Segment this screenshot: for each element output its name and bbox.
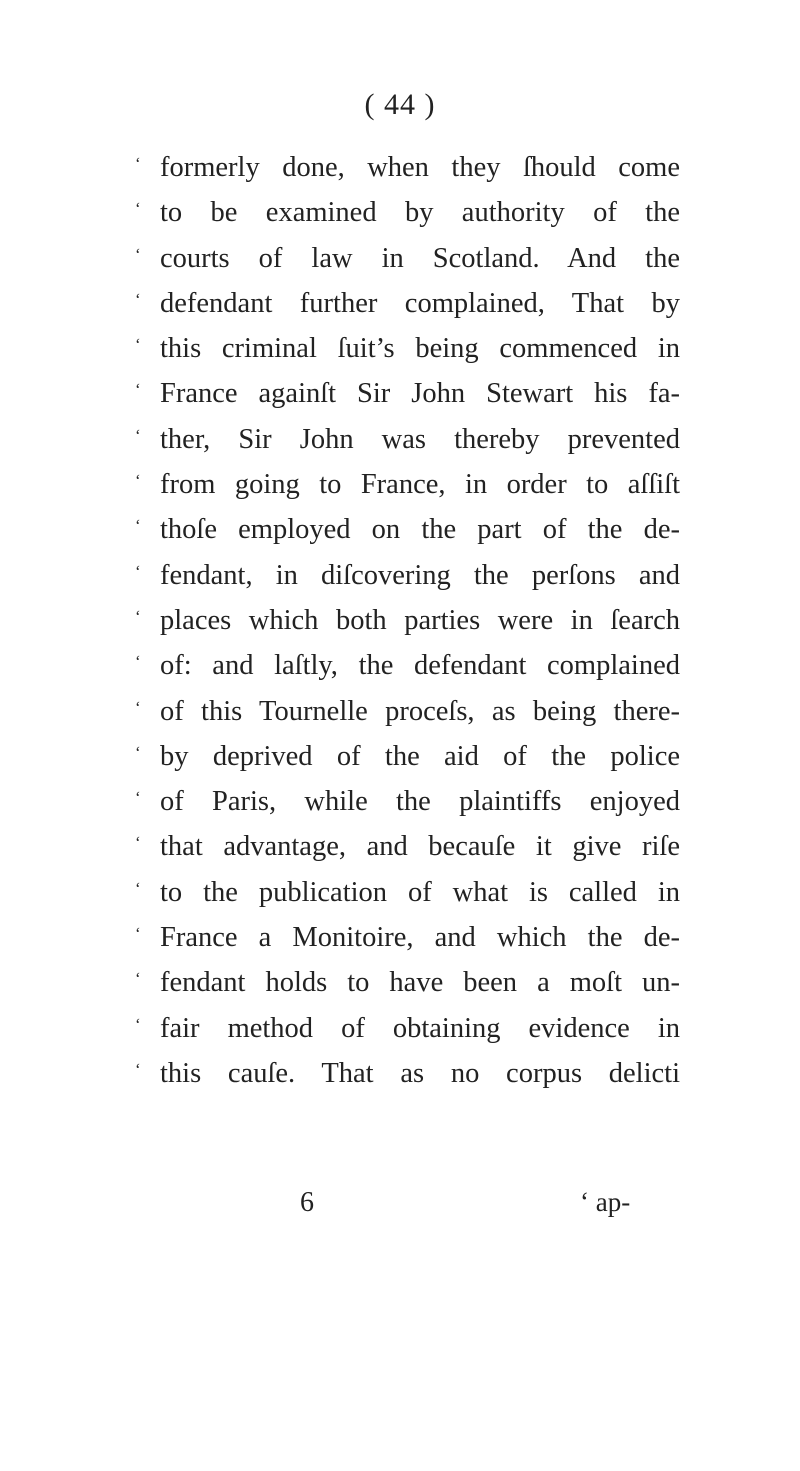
text-line xyxy=(135,376,680,421)
quotation-mark: ‘ xyxy=(135,1059,141,1079)
line-text: fendant holds to have been a moſt un- xyxy=(160,967,680,999)
text-line xyxy=(135,512,680,557)
quotation-mark: ‘ xyxy=(135,154,141,173)
quotation-mark: ‘ xyxy=(135,425,141,445)
line-text: France a Monitoire, and which the de- xyxy=(160,922,680,954)
line-text: by deprived of the aid of the police xyxy=(160,740,680,772)
quotation-mark: ‘ xyxy=(135,606,141,626)
line-text: formerly done, when they ſhould come xyxy=(160,152,680,183)
line-text: this cauſe. That as no corpus delicti xyxy=(160,1057,680,1089)
line-text: this criminal ſuit’s being commenced in xyxy=(160,333,680,365)
quotation-mark: ‘ xyxy=(135,380,141,400)
quotation-mark: ‘ xyxy=(135,1014,141,1034)
page-footer xyxy=(0,1187,800,1227)
quotation-mark: ‘ xyxy=(135,697,141,717)
text-line xyxy=(135,694,680,739)
quotation-mark: ‘ xyxy=(135,471,141,491)
body-text xyxy=(135,150,680,1101)
quotation-mark: ‘ xyxy=(135,244,141,264)
quotation-mark: ‘ xyxy=(135,516,141,536)
text-line xyxy=(135,875,680,920)
text-line xyxy=(135,286,680,331)
line-text: places which both parties were in ſearch xyxy=(160,604,680,636)
signature-mark: 6 xyxy=(300,1187,314,1218)
line-text: to be examined by authority of the xyxy=(160,197,680,229)
text-line xyxy=(135,241,680,286)
line-text: fendant, in diſcovering the perſons and xyxy=(160,559,680,591)
text-line xyxy=(135,1056,680,1101)
text-line xyxy=(135,965,680,1010)
text-line xyxy=(135,739,680,784)
text-line xyxy=(135,603,680,648)
line-text: of Paris, while the plaintiffs enjoyed xyxy=(160,786,680,818)
line-text: that advantage, and becauſe it give riſe xyxy=(160,831,680,863)
text-line xyxy=(135,920,680,965)
quotation-mark: ‘ xyxy=(135,561,141,581)
quotation-mark: ‘ xyxy=(135,878,141,898)
quotation-mark: ‘ xyxy=(135,199,141,219)
text-line xyxy=(135,467,680,512)
quotation-mark: ‘ xyxy=(135,924,141,944)
text-line xyxy=(135,195,680,240)
line-text: fair method of obtaining evidence in xyxy=(160,1012,680,1044)
text-line xyxy=(135,150,680,195)
text-line xyxy=(135,331,680,376)
text-line xyxy=(135,784,680,829)
line-text: thoſe employed on the part of the de- xyxy=(160,514,680,546)
line-text: courts of law in Scotland. And the xyxy=(160,242,680,274)
text-line xyxy=(135,829,680,874)
line-text: defendant further complained, That by xyxy=(160,287,680,319)
line-text: of this Tournelle proceſs, as being there- xyxy=(160,695,680,727)
line-text: of: and laſtly, the defendant complained xyxy=(160,650,680,682)
line-text: from going to France, in order to aſſiſt xyxy=(160,469,680,501)
page-number: ( 44 ) xyxy=(364,88,436,121)
line-text: France againſt Sir John Stewart his fa- xyxy=(160,378,680,410)
line-text: ther, Sir John was thereby prevented xyxy=(160,423,680,455)
text-line xyxy=(135,1011,680,1056)
quotation-mark: ‘ xyxy=(135,788,141,808)
text-line xyxy=(135,648,680,693)
quotation-mark: ‘ xyxy=(135,652,141,672)
quotation-mark: ‘ xyxy=(135,833,141,853)
catchword: ‘ ap- xyxy=(580,1187,631,1217)
quotation-mark: ‘ xyxy=(135,335,141,355)
quotation-mark: ‘ xyxy=(135,742,141,762)
quotation-mark: ‘ xyxy=(135,969,141,989)
text-line xyxy=(135,558,680,603)
line-text: to the publication of what is called in xyxy=(160,876,680,908)
quotation-mark: ‘ xyxy=(135,289,141,309)
text-line xyxy=(135,422,680,467)
